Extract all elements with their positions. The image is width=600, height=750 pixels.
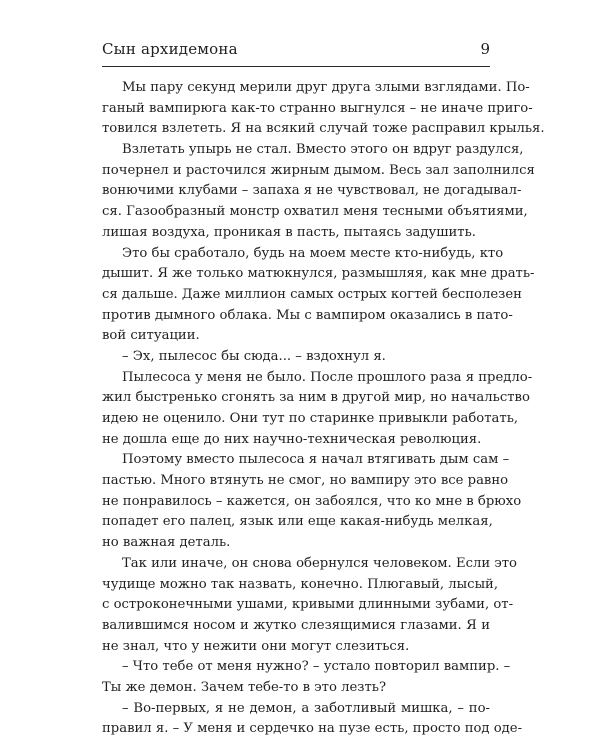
- text-line: против дымного облака. Мы с вампиром оказались в пато-: [102, 307, 513, 323]
- text-line: лишая воздуха, проникая в пасть, пытаясь задушить.: [102, 224, 476, 240]
- text-line: Пылесоса у меня не было. После прошлого раза я предло-: [122, 369, 533, 385]
- text-line: с остроконечными ушами, кривыми длинными зубами, от-: [102, 597, 514, 613]
- text-line: вой ситуации.: [102, 328, 200, 344]
- text-line: но важная деталь.: [102, 535, 231, 551]
- text-line: ся дальше. Даже миллион самых острых когтей бесполезен: [102, 286, 522, 302]
- text-line: Поэтому вместо пылесоса я начал втягивать дым сам –: [122, 452, 510, 468]
- text-line: Это бы сработало, будь на моем месте кто-нибудь, кто: [122, 245, 504, 261]
- header-rule: [102, 66, 490, 67]
- text-line: почернел и расточился жирным дымом. Весь зал заполнился: [102, 162, 535, 178]
- text-line: вонючими клубами – запаха я не чувствовал, не догадывал-: [102, 183, 522, 199]
- text-line: Так или иначе, он снова обернулся человеком. Если это: [122, 555, 517, 571]
- text-line: товился взлететь. Я на всякий случай тоже расправил крылья.: [102, 121, 545, 137]
- text-line: не дошла еще до них научно-техническая революция.: [102, 431, 482, 447]
- text-line: – Что тебе от меня нужно? – устало повторил вампир. –: [122, 659, 511, 675]
- page-header: [102, 40, 490, 64]
- text-line: жил быстренько сгонять за ним в другой мир, но начальство: [102, 390, 530, 406]
- text-line: ганый вампирюга как-то странно выгнулся – не иначе приго-: [102, 100, 533, 116]
- text-line: – Эх, пылесос бы сюда... – вздохнул я.: [122, 348, 386, 364]
- text-line: Взлетать упырь не стал. Вместо этого он вдруг раздулся,: [122, 142, 524, 158]
- text-line: Ты же демон. Зачем тебе-то в это лезть?: [102, 679, 387, 695]
- text-line: валившимся носом и жутко слезящимися глазами. Я и: [102, 617, 490, 633]
- text-line: чудище можно так назвать, конечно. Плюгавый, лысый,: [102, 576, 499, 592]
- text-line: не понравилось – кажется, он забоялся, что ко мне в брюхо: [102, 493, 522, 509]
- text-line: Мы пару секунд мерили друг друга злыми взглядами. По-: [122, 80, 530, 95]
- text-line: дышит. Я же только матюкнулся, размышляя, как мне драть-: [102, 266, 535, 282]
- text-line: ся. Газообразный монстр охватил меня тесными объятиями,: [102, 204, 528, 220]
- text-line: – Во-первых, я не демон, а заботливый мишка, – по-: [122, 700, 490, 716]
- running-title: Сын архидемона: [102, 40, 238, 58]
- body-text: [102, 78, 545, 740]
- text-line: пастью. Много втянуть не смог, но вампиру это все равно: [102, 473, 509, 489]
- text-line: правил я. – У меня и сердечко на пузе есть, просто под оде-: [102, 721, 523, 737]
- text-line: попадет его палец, язык или еще какая-нибудь мелкая,: [102, 514, 493, 530]
- text-line: не знал, что у нежити они могут слезиться.: [102, 638, 410, 654]
- page-number: 9: [480, 40, 490, 58]
- text-line: идею не оценило. Они тут по старинке привыкли работать,: [102, 411, 519, 426]
